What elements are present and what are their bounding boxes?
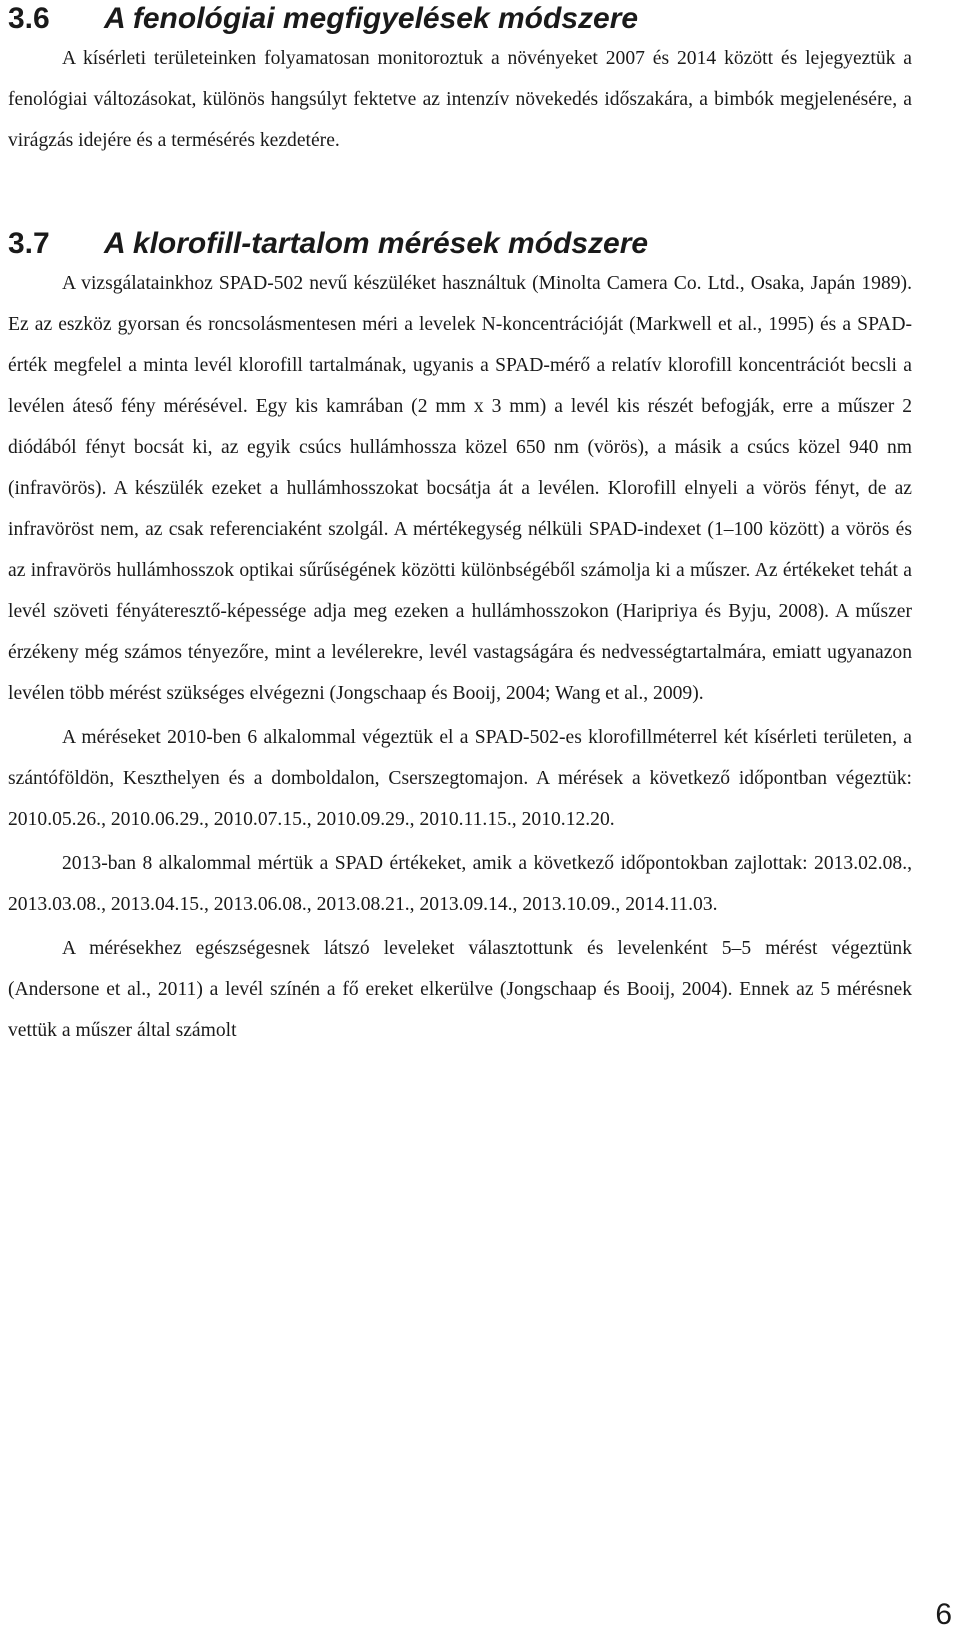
page-number: 6 — [935, 1598, 952, 1631]
paragraph-spad-method: A vizsgálatainkhoz SPAD-502 nevű készüléket használtuk (Minolta Camera Co. Ltd., Osaka, Japán 1989). Ez az eszköz gyorsan és roncsolásmentesen méri a levelek N-koncentrációját (Markwell et al., 1995) és a SPAD-érték megfelel a minta levél klorofill tartalmának, ugyanis a SPAD-mérő a relatív klorofill koncentrációt becsli a levélen áteső fény mérésével. Egy kis kamrában (2 mm x 3 mm) a levél kis részét befogják, erre a műszer 2 diódából fényt bocsát ki, az egyik csúcs hullámhossza közel 650 nm (vörös), a másik a csúcs közel 940 nm (infravörös). A készülék ezeket a hullámhosszokat bocsátja át a levélen. Klorofill elnyeli a vörös fényt, de az infravöröst nem, az csak referenciaként szolgál. A mértékegység nélküli SPAD-indexet (1–100 között) a vörös és az infravörös hullámhosszok optikai sűrűségének közötti különbségéből számolja ki a műszer. Az értékeket tehát a levél szöveti fényáteresztő-képessége adja meg ezeken a hullámhosszokon (Haripriya és Byju, 2008). A műszer érzékeny még számos tényezőre, mint a levélerekre, levél vastagságára és nedvességtartalmára, emiatt ugyanazon levélen több mérést szükséges elvégezni (Jongschaap és Booij, 2004; Wang et al., 2009). — [8, 273, 912, 704]
section-heading-3-6 — [8, 0, 912, 38]
paragraph-measurement-procedure: A mérésekhez egészségesnek látszó leveleket választottunk és levelenként 5–5 mérést végeztünk (Andersone et al., 2011) a levél színén a fő ereket elkerülve (Jongschaap és Booij, 2004). Ennek az 5 mérésnek vettük a műszer által számolt — [8, 938, 912, 1041]
section-title: A klorofill-tartalom mérések módszere — [104, 227, 649, 260]
paragraph-phenology: A kísérleti területeinken folyamatosan monitoroztuk a növényeket 2007 és 2014 között és lejegyeztük a fenológiai változásokat, különös hangsúlyt fektetve az intenzív növekedés időszakára, a bimbók megjelenésére, a virágzás idejére és a termésérés kezdetére. — [8, 48, 912, 151]
section-number: 3.7 — [8, 227, 50, 260]
paragraph-2010-measurements: A méréseket 2010-ben 6 alkalommal végeztük el a SPAD-502-es klorofillméterrel két kísérleti területen, a szántóföldön, Keszthelyen és a domboldalon, Cserszegtomajon. A mérések a következő időpontban végeztük: 2010.05.26., 2010.06.29., 2010.07.15., 2010.09.29., 2010.11.15., 2010.12.20. — [8, 727, 912, 830]
paragraph-2013-measurements: 2013-ban 8 alkalommal mértük a SPAD értékeket, amik a következő időpontokban zajlottak: 2013.02.08., 2013.03.08., 2013.04.15., 2013.06.08., 2013.08.21., 2013.09.14., 2013.10.09., 2014.11.03. — [8, 853, 912, 915]
section-title: A fenológiai megfigyelések módszere — [104, 2, 639, 35]
document-page — [8, 0, 912, 1051]
section-heading-3-7 — [8, 225, 912, 263]
section-number: 3.6 — [8, 2, 50, 35]
